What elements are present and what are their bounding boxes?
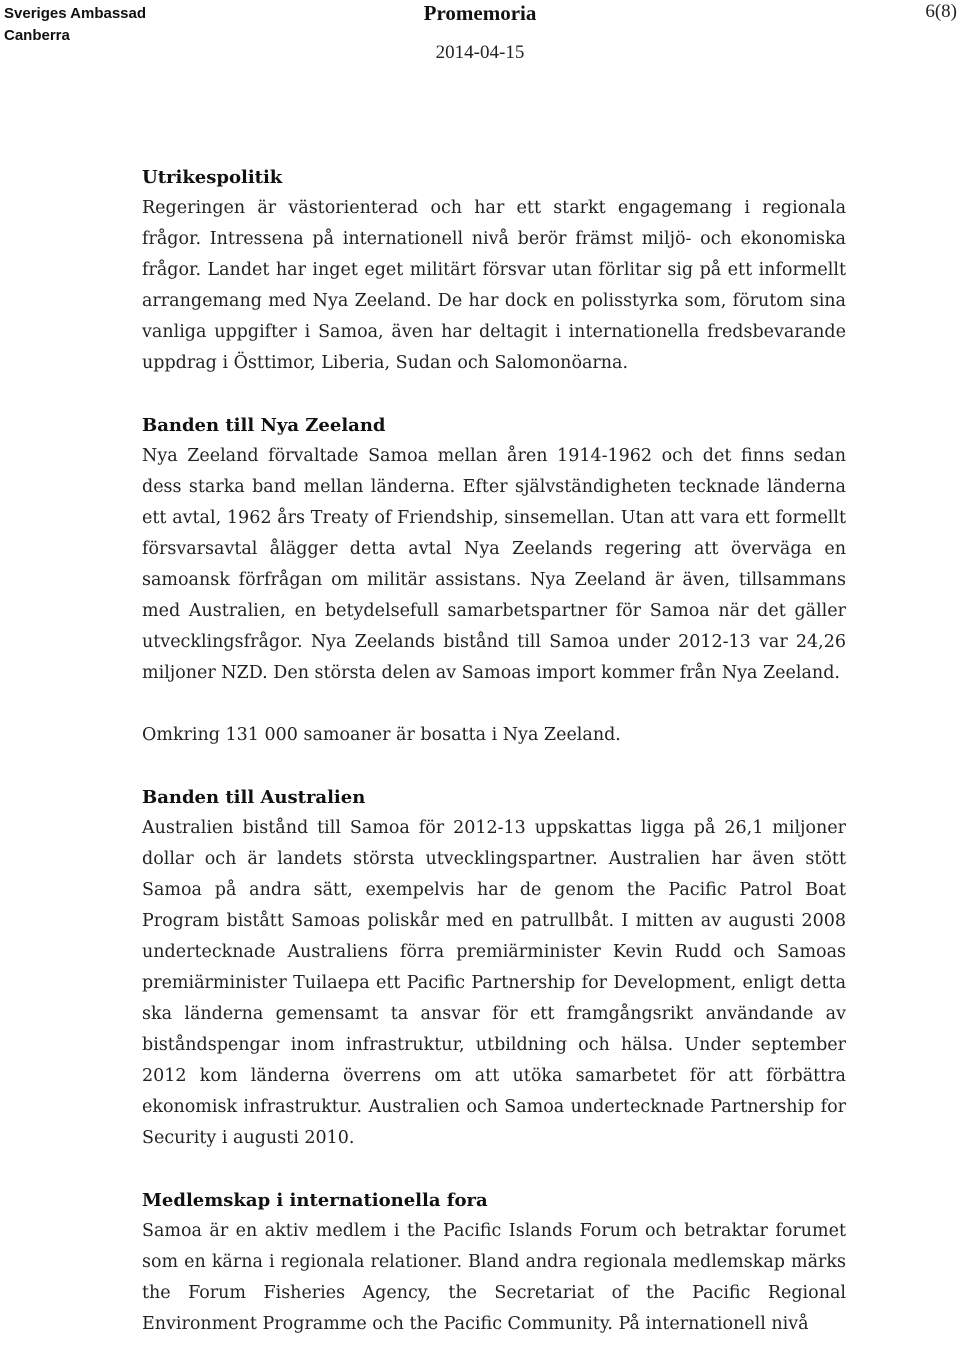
section-heading: Banden till Nya Zeeland (142, 415, 386, 436)
section-international-membership (142, 1185, 846, 1340)
section-paragraph: Nya Zeeland förvaltade Samoa mellan åren 1914-1962 och det finns sedan dess starka band mellan länderna. Efter självständigheten tecknade länderna ett avtal, 1962 års Treaty of Friendship, sinsemellan. Utan att vara ett formellt försvarsavtal ålägger detta avtal Nya Zeelands regering att överväga en samoansk förfrågan om militär assistans. Nya Zeeland är även, tillsammans med Australien, en betydelsefull samarbetspartner för Samoa när det gäller utvecklingsfrågor. Nya Zeelands bistånd till Samoa under 2012-13 var 24,26 miljoner NZD. Den största delen av Samoas import kommer från Nya Zeeland. (142, 446, 846, 683)
sender-org: Sveriges Ambassad (4, 5, 147, 22)
section-heading: Medlemskap i internationella fora (142, 1190, 488, 1211)
section-new-zealand (142, 410, 846, 751)
section-foreign-policy (142, 162, 846, 379)
document-type: Promemoria (423, 1, 537, 25)
sender-city: Canberra (4, 27, 70, 44)
section-paragraph: Samoa är en aktiv medlem i the Pacific Islands Forum och betraktar forumet som en kärna i regionala relationer. Bland andra regionala medlemskap märks the Forum Fisheries Agency, the Secretariat of the Pacific Regional Environment Programme och the Pacific Community. På internationell nivå (142, 1221, 846, 1334)
document-date: 2014-04-15 (435, 42, 525, 63)
section-heading: Utrikespolitik (142, 167, 283, 188)
section-paragraph: Regeringen är västorienterad och har ett starkt engagemang i regionala frågor. Intressena på internationell nivå berör främst miljö- och ekonomiska frågor. Landet har inget eget militärt försvar utan förlitar sig på ett informellt arrangemang med Nya Zeeland. De har dock en polisstyrka som, förutom sina vanliga uppgifter i Samoa, även har deltagit i internationella fredsbevarande uppdrag i Östtimor, Liberia, Sudan och Salomonöarna. (142, 198, 846, 373)
document-body (142, 162, 846, 1340)
section-australia (142, 782, 846, 1154)
section-paragraph: Australien bistånd till Samoa för 2012-13 uppskattas ligga på 26,1 miljoner dollar och är landets största utvecklingspartner. Australien har även stött Samoa på andra sätt, exempelvis har de genom the Pacific Patrol Boat Program bistått Samoas poliskår med en patrullbåt. I mitten av augusti 2008 undertecknade Australiens förra premiärminister Kevin Rudd och Samoas premiärminister Tuilaepa ett Pacific Partnership for Development, enligt detta ska länderna gemensamt ta ansvar för ett framgångsrikt användande av biståndspengar inom infrastruktur, utbildning och hälsa. Under september 2012 kom länderna överrens om att utöka samarbetet för att förbättra ekonomisk infrastruktur. Australien och Samoa undertecknade Partnership for Security i augusti 2010. (142, 818, 846, 1148)
page-number: 6(8) (925, 1, 957, 22)
section-paragraph-extra: Omkring 131 000 samoaner är bosatta i Nya Zeeland. (142, 725, 621, 745)
section-heading: Banden till Australien (142, 787, 366, 808)
